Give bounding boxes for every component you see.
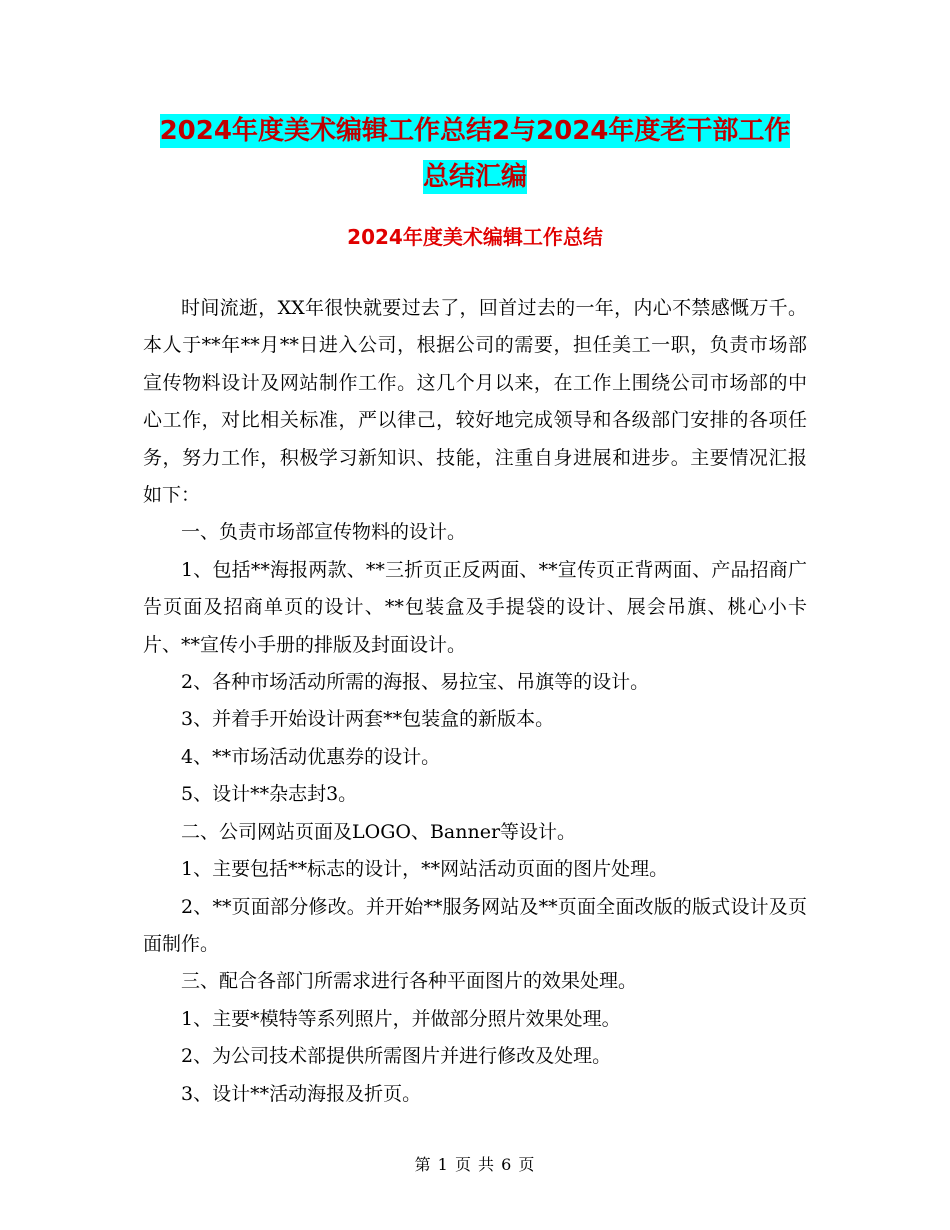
paragraph: 3、设计**活动海报及折页。: [181, 1082, 422, 1105]
paragraph: 2、各种市场活动所需的海报、易拉宝、吊旗等的设计。: [181, 671, 650, 694]
paragraph: 5、设计**杂志封3。: [181, 783, 358, 806]
document-title: [120, 108, 830, 200]
document-body: [143, 290, 807, 1113]
paragraph: 二、公司网站页面及LOGO、Banner等设计。: [181, 820, 577, 843]
paragraph: 1、包括**海报两款、**三折页正反两面、**宣传页正背两面、产品招商广告页面及招商单页的设计、**包装盒及手提袋的设计、展会吊旗、桃心小卡片、**宣传小手册的排版及封面设计。: [143, 558, 807, 656]
page-footer: 第 1 页 共 6 页: [414, 1155, 536, 1174]
paragraph: 3、并着手开始设计两套**包装盒的新版本。: [181, 708, 555, 731]
section-heading: 2024年度美术编辑工作总结: [347, 225, 603, 249]
paragraph: 时间流逝，XX年很快就要过去了，回首过去的一年，内心不禁感慨万千。本人于**年**月**日进入公司，根据公司的需要，担任美工一职，负责市场部宣传物料设计及网站制作工作。这几个月以来，在工作上围绕公司市场部的中心工作，对比相关标准，严以律己，较好地完成领导和各级部门安排的各项任务，努力工作，积极学习新知识、技能，注重自身进展和进步。主要情况汇报如下：: [143, 297, 807, 507]
paragraph: 1、主要*模特等系列照片，并做部分照片效果处理。: [181, 1007, 621, 1030]
paragraph: 2、为公司技术部提供所需图片并进行修改及处理。: [181, 1045, 612, 1068]
paragraph: 三、配合各部门所需求进行各种平面图片的效果处理。: [181, 970, 638, 993]
title-line-2: 总结汇编: [422, 162, 527, 192]
paragraph: 4、**市场活动优惠券的设计。: [181, 745, 441, 768]
title-line-1: 2024年度美术编辑工作总结2与2024年度老干部工作: [159, 116, 791, 146]
paragraph: 一、负责市场部宣传物料的设计。: [181, 521, 467, 544]
paragraph: 1、主要包括**标志的设计，**网站活动页面的图片处理。: [181, 858, 669, 881]
paragraph: 2、**页面部分修改。并开始**服务网站及**页面全面改版的版式设计及页面制作。: [143, 895, 807, 955]
